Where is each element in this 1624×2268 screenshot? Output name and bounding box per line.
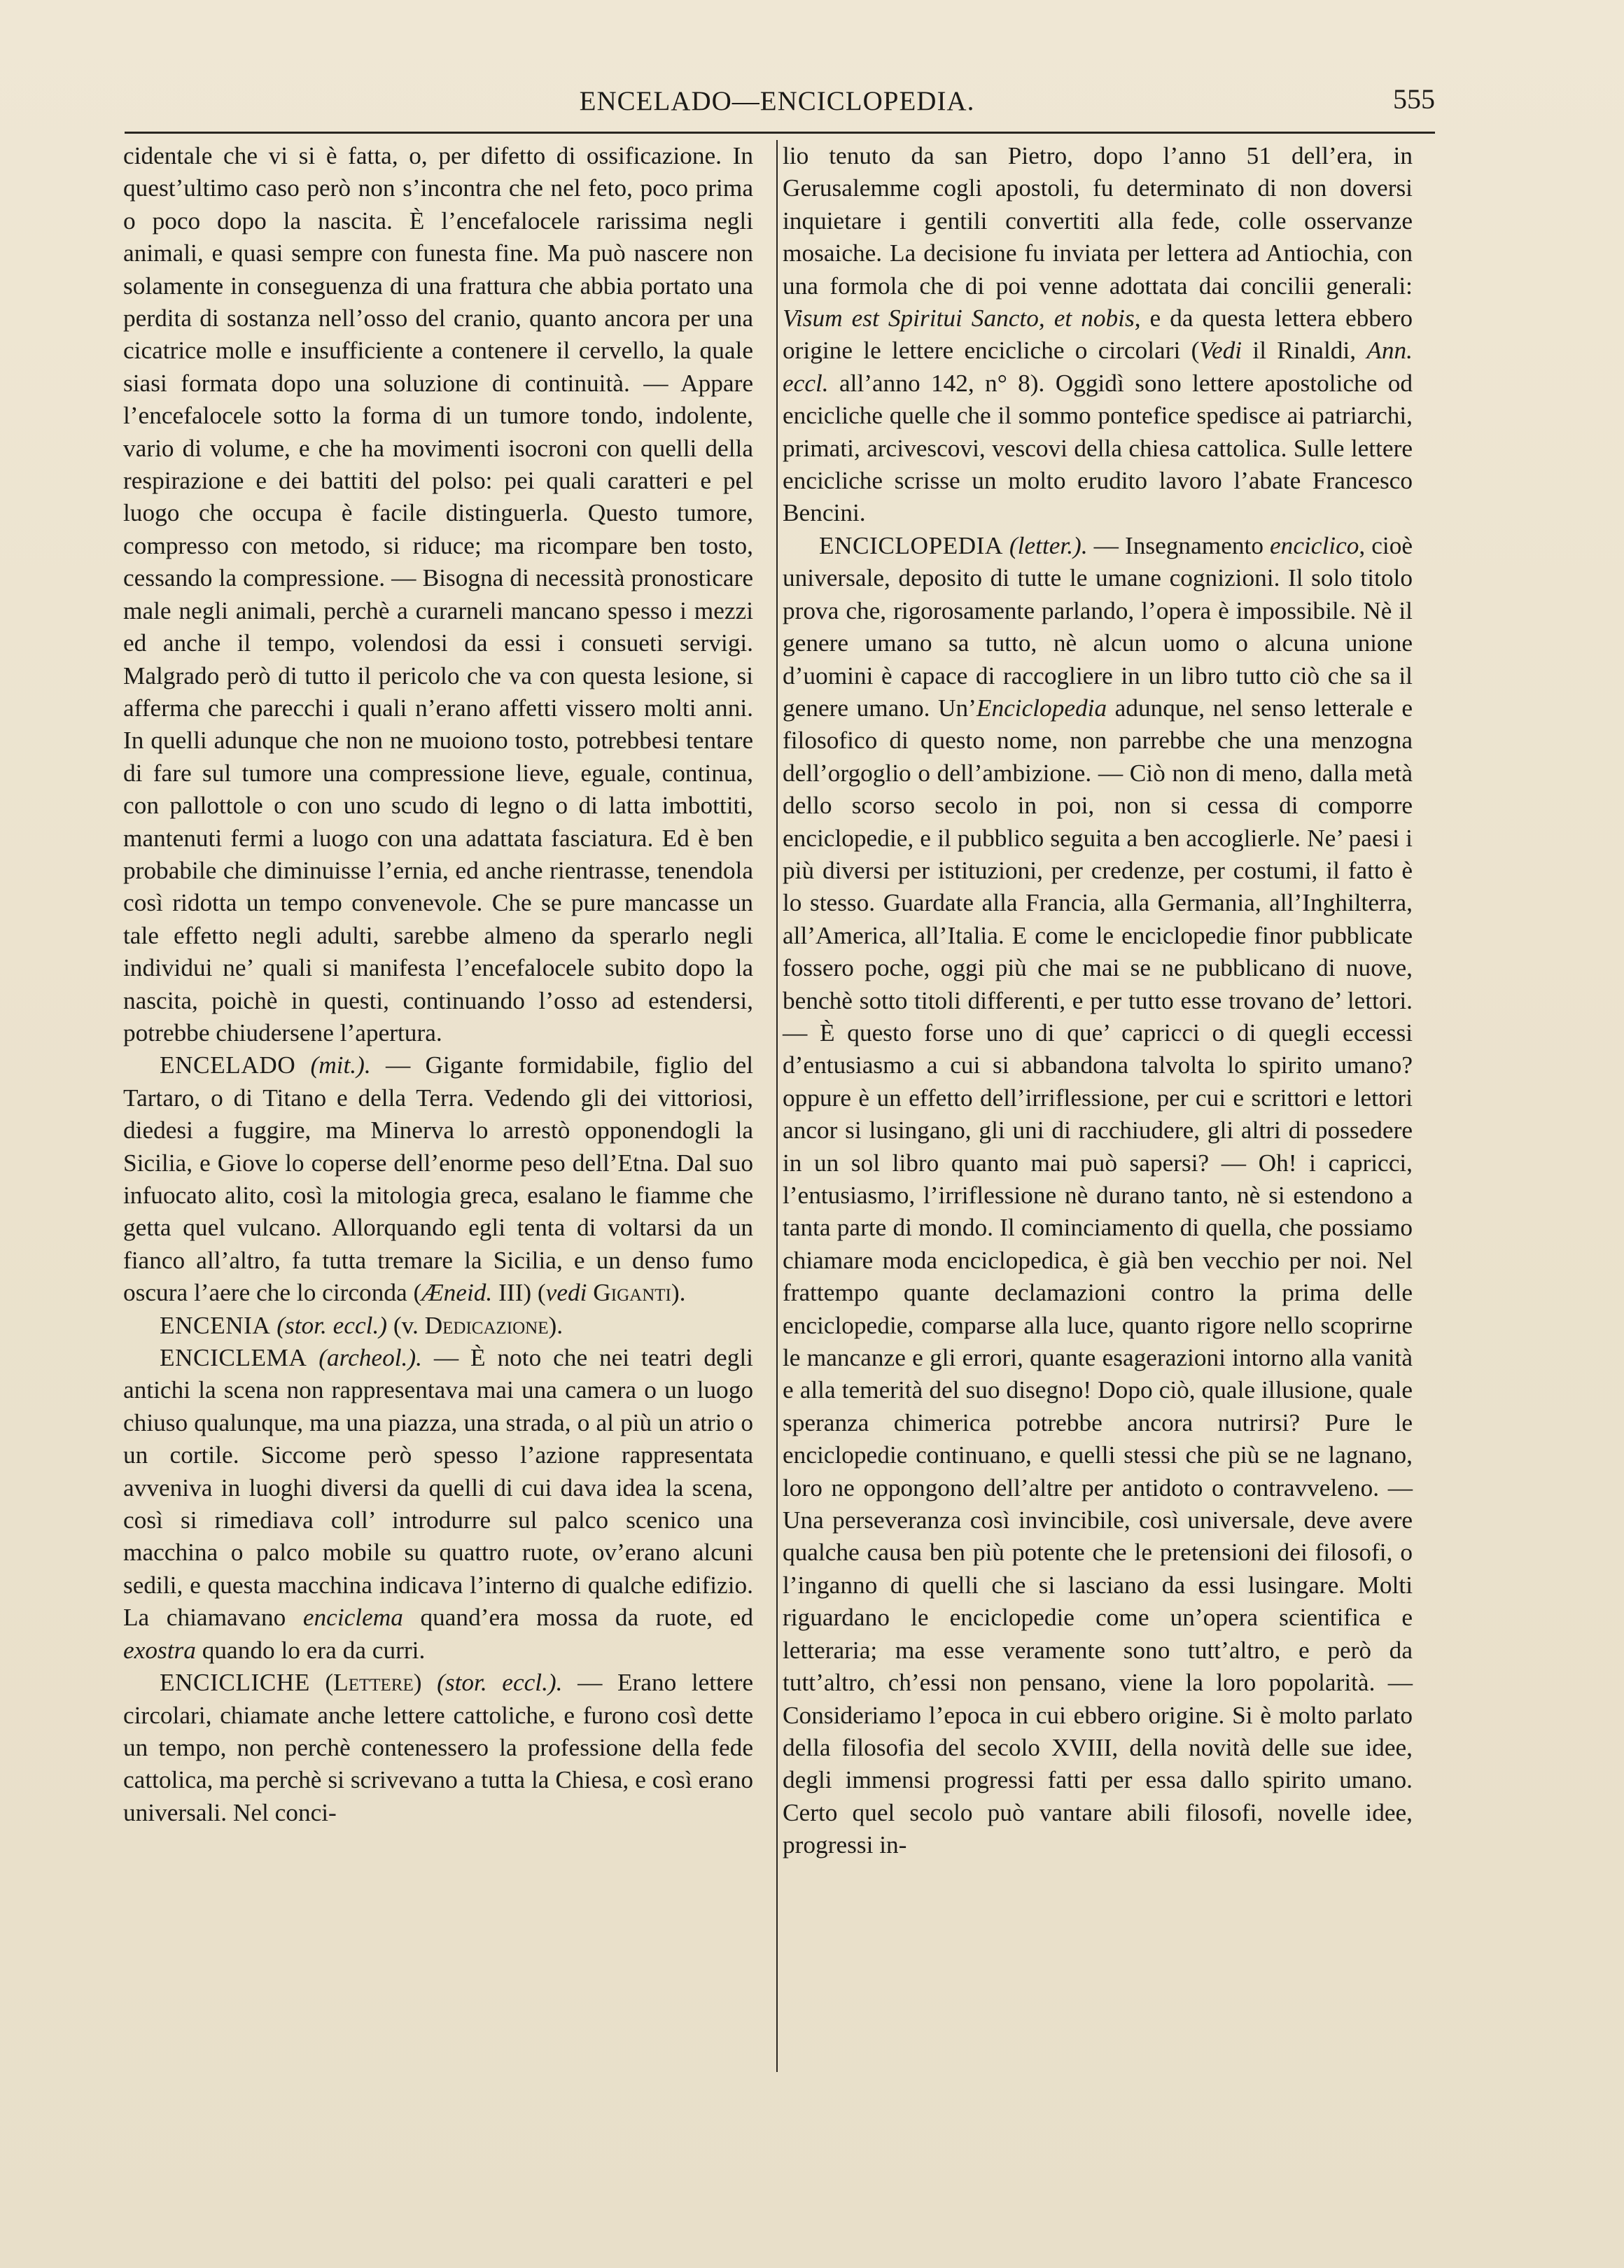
entry-text: (v. [387,1311,425,1339]
entry-headword: ENCENIA [160,1311,271,1339]
entry-text: — Erano lettere circolari, chiamate anche lettere cattoliche, e furono così dette un tempo, non perchè contenessero la professione della fede cattolica, ma perchè si scrivevano a tutta la Chiesa, e così erano universali. Nel conci- [123,1669,753,1826]
cross-reference-label: Vedi [1199,337,1242,365]
citation: Æneid. [421,1279,493,1307]
right-column [783,140,1413,1862]
cross-reference: Giganti [593,1279,671,1307]
entry-enciclema [123,1342,753,1667]
header-rule [125,132,1435,134]
citation: Ann. eccl. [783,337,1413,397]
page-header [119,83,1435,125]
entry-text: — È noto che nei teatri degli antichi la scena non rappresentava mai una camera o un luogo chiuso qualunque, ma una piazza, una strada, o al più un atrio o un cortile. Siccome però spesso l’azione rappresentata avveniva in luoghi diversi da quelli di cui dava idea la scena, così si rimediava coll’ introdurre sul palco scenico una macchina o palco mobile su quattro ruote, ov’erano alcuni sedili, e questa macchina indicava l’interno di qualche edifizio. La chiamavano [123,1344,753,1632]
left-column [123,140,753,1829]
italic-term: enciclema [302,1604,403,1632]
entry-text: il Rinaldi, [1242,337,1367,365]
entry-enciclopedia [783,530,1413,1862]
entry-category: (letter.). [1009,531,1088,559]
entry-text: — Gigante formidabile, figlio del Tartaro, o di Titano e della Terra. Vedendo gli dei vittoriosi, diedesi a fuggire, ma Minerva lo arrestò opponendogli la Sicilia, e Giove lo coperse dell’enorme peso dell’Etna. Dal suo infuocato alito, così la mitologia greca, esalano le fiamme che getta quel vulcano. Allorquando egli tenta di voltarsi da un fianco all’altro, fa tutta tremare la Sicilia, e un denso fumo oscura l’aere che lo circonda ( [123,1051,754,1307]
entry-headword: ENCICLEMA [160,1344,307,1372]
entry-category: (mit.). [310,1051,371,1079]
italic-term: exostra [123,1636,196,1664]
entry-text-end: adunque, nel senso letterale e filosofico di questo nome, non parrebbe che una menzogna dell’orgoglio o dell’ambizione. — Ciò non di meno, dalla metà dello scorso secolo in poi, non si cessa di comporre enciclopedie, e il pubblico seguita a ben accoglierle. Ne’ paesi i più diversi per istituzioni, per credenze, per costumi, il fatto è lo stesso. Guardate alla Francia, alla Germania, all’Inghilterra, all’America, all’Italia. E come le enciclopedie finor pubblicate fossero poche, oggi più che mai se ne pubblicano di nuove, benchè sotto titoli differenti, e per tutto esse trovano de’ lettori. — È questo forse uno di que’ capricci o di quegli eccessi d’entusiasmo a cui si abbandona talvolta lo spirito umano? oppure è un effetto dell’irriflessione, per cui e scrittori e lettori ancor si lusingano, gli uni di racchiudere, gli altri di possedere in un sol libro quanto mai può sapersi? — Oh! i capricci, l’entusiasmo, l’irriflessione nè durano tanto, nè si estendono a tanta parte di mondo. Il cominciamento di quella, che possiamo chiamare moda enciclopedica, è già ben vecchio per noi. Nel frattempo quante declamazioni contro la prima delle enciclopedie, comparse alla luce, quanto rigore nello scoprirne le mancanze e gli errori, quante esagerazioni intorno alla vanità e alla temerità del suo disegno! Dopo ciò, quale illusione, quale speranza chimerica potrebbe ancora nutrirsi? Pure le enciclopedie continuano, e quelli stessi che più se ne lagnano, loro ne oppongono dell’altre per antidoto o contravveleno. — Una perseveranza così invincibile, così universale, deve avere qualche causa ben più potente che le pretensioni dei filosofi, o l’inganno di quelli che si lasciano da essi lusingare. Molti riguardano le enciclopedie come un’opera scientifica e letteraria; ma esse veramente sono tutt’altro, e però da tutt’altro, ch’essi non pensano, viene la loro popolarità. — Consideriamo l’epoca in cui ebbero origine. Si è molto parlato della filosofia del secolo XVIII, della novità delle sue idee, degli immensi progressi fatti per essa dallo spirito umano. Certo quel secolo può vantare abili filosofi, novelle idee, progressi in- [783,694,1413,1859]
entry-text: quand’era mossa da ruote, ed [402,1604,753,1632]
paragraph-encefalocele-continued: cidentale che vi si è fatta, o, per difetto di ossificazione. In quest’ultimo caso però non s’incontra che nel feto, poco prima o poco dopo la nascita. È l’encefalocele rarissima negli animali, e quasi sempre con funesta fine. Ma può nascere non solamente in conseguenza di una frattura che abbia portato una perdita di sostanza nell’osso del cranio, quanto ancora per una cicatrice molle e insufficiente a contenere il cervello, la quale siasi formata dopo una soluzione di continuità. — Appare l’encefalocele sotto la forma di un tumore tondo, indolente, vario di volume, e che ha movimenti isocroni con quelli della respirazione e dei battiti del polso: pei quali caratteri e pel luogo che occupa è facile distinguerla. Questo tumore, compresso con metodo, si riduce; ma ricompare ben tosto, cessando la compressione. — Bisogna di necessità pronosticare male negli animali, perchè a curarneli mancano spesso i mezzi ed anche il tempo, volendosi da essi i consueti servigi. Malgrado però di tutto il pericolo che va con questa lesione, si afferma che parecchi i quali n’erano affetti vissero molti anni. In quelli adunque che non ne muoiono tosto, potrebbesi tentare di fare sul tumore una compressione lieve, eguale, continua, con pallottole o con uno scudo di legno o di latta imbottiti, mantenuti fermi a luogo con una adattata fasciatura. Ed è ben probabile che diminuisse l’ernia, ed anche rientrasse, tenendola così ridotta un tempo convenevole. Che se pure mancasse un tale effetto negli adulti, sarebbe almeno da sperarlo negli individui ne’ quali si manifesta l’encefalocele subito dopo la nascita, poichè in questi, continuando l’osso ad estendersi, potrebbe chiudersene l’apertura. [123,142,753,1046]
cross-reference: Dedicazione [424,1311,549,1339]
entry-text-end: ). [548,1311,564,1339]
entry-text: , e da questa lettera ebbero origine le lettere encicliche o circolari ( [783,304,1413,365]
entry-text-end: ). [671,1279,686,1307]
entry-headword: ENCICLICHE [160,1669,310,1697]
entry-text-end: quando lo era da curri. [195,1636,426,1664]
entry-category: (stor. eccl.) [276,1311,388,1339]
entry-text-end: all’anno 142, n° 8). Oggidì sono lettere apostoliche od encicliche quelle che il sommo pontefice spedisce ai patriarchi, primati, arcivescovi, vescovi della chiesa cattolica. Sulle lettere encicliche scrisse un molto erudito lavoro l’abate Francesco Bencini. [783,369,1413,527]
entry-encelado [123,1049,753,1309]
entry-text: , cioè universale, deposito di tutte le umane cognizioni. Il solo titolo prova che, rigorosamente parlando, l’opera è impossibile. Nè il genere umano sa tutto, nè alcun uomo o alcuna unione d’uomini è capace di raccogliere in un libro tutto ciò che sa il genere umano. Un’ [783,531,1413,722]
column-divider [776,140,778,2072]
entry-text: — Insegnamento [1087,531,1270,559]
entry-headword: ENCICLOPEDIA [819,531,1003,559]
entry-headword: ENCELADO [160,1051,296,1079]
entry-encicliche-continued [783,140,1413,530]
running-head: ENCELADO—ENCICLOPEDIA. [579,86,975,116]
entry-subhead: (Lettere) [325,1669,422,1697]
italic-term: Enciclopedia [976,694,1107,722]
page-number: 555 [1393,83,1435,115]
italic-term: enciclico [1270,531,1359,559]
entry-encicliche [123,1667,753,1829]
entry-encenia [123,1310,753,1342]
entry-text: lio tenuto da san Pietro, dopo l’anno 51 dell’era, in Gerusalemme cogli apostoli, fu determinato di non doversi inquietare i gentili convertiti alla fede, colle osservanze mosaiche. La decisione fu inviata per lettera ad Antiochia, con una formola che di poi venne adottata dai concilii generali: [783,142,1413,300]
citation-text: III) ( [492,1279,546,1307]
cross-reference-label: vedi [545,1279,587,1307]
entry-category: (archeol.). [318,1344,422,1372]
latin-quote: Visum est Spiritui Sancto, et nobis [783,304,1135,332]
entry-category: (stor. eccl.). [437,1669,563,1697]
